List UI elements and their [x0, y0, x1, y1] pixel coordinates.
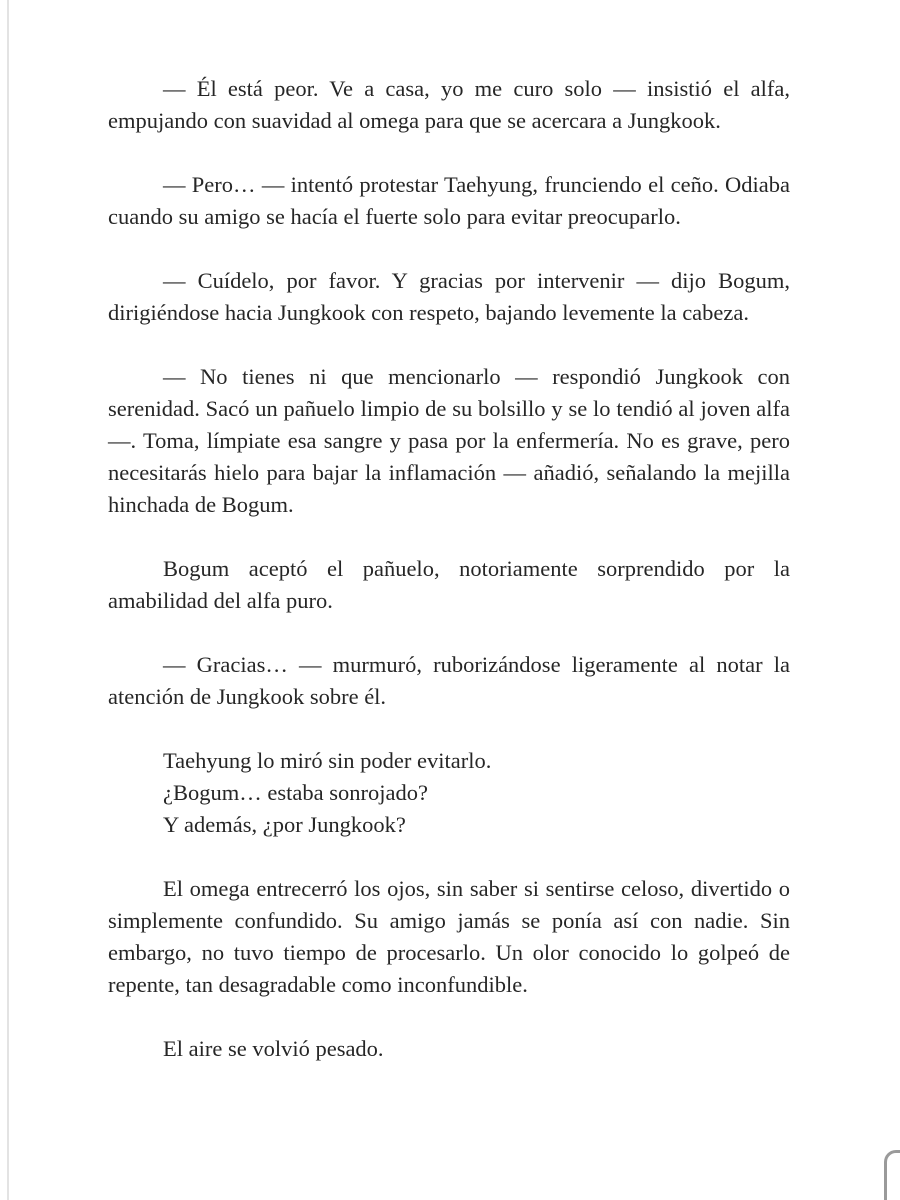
paragraph: — Cuídelo, por favor. Y gracias por intervenir — dijo Bogum, dirigiéndose hacia Jungkook con respeto, bajando levemente la cabeza. — [108, 268, 790, 325]
paragraph: — Él está peor. Ve a casa, yo me curo solo — insistió el alfa, empujando con suavidad al omega para que se acercara a Jungkook. — [108, 76, 790, 133]
paragraph: — Gracias… — murmuró, ruborizándose ligeramente al notar la atención de Jungkook sobre él. — [108, 652, 790, 709]
text-line: Y además, ¿por Jungkook? — [163, 812, 406, 837]
page-text — [108, 73, 790, 1097]
paragraph: Bogum aceptó el pañuelo, notoriamente sorprendido por la amabilidad del alfa puro. — [108, 556, 790, 613]
short-lines-block — [108, 745, 790, 841]
paragraph: El aire se volvió pesado. — [163, 1036, 384, 1061]
paragraph: El omega entrecerró los ojos, sin saber si sentirse celoso, divertido o simplemente confundido. Su amigo jamás se ponía así con nadie. Sin embargo, no tuvo tiempo de procesarlo. Un olor conocido lo golpeó de repente, tan desagradable como inconfundible. — [108, 876, 790, 997]
page-curl-corner[interactable] — [884, 1150, 900, 1200]
text-line: Taehyung lo miró sin poder evitarlo. — [163, 748, 492, 773]
paragraph: — Pero… — intentó protestar Taehyung, frunciendo el ceño. Odiaba cuando su amigo se hacía el fuerte solo para evitar preocuparlo. — [108, 172, 790, 229]
text-line: ¿Bogum… estaba sonrojado? — [163, 780, 428, 805]
page-edge-divider — [7, 0, 9, 1200]
paragraph: — No tienes ni que mencionarlo — respondió Jungkook con serenidad. Sacó un pañuelo limpio de su bolsillo y se lo tendió al joven alfa —. Toma, límpiate esa sangre y pasa por la enfermería. No es grave, pero necesitarás hielo para bajar la inflamación — añadió, señalando la mejilla hinchada de Bogum. — [108, 364, 790, 517]
